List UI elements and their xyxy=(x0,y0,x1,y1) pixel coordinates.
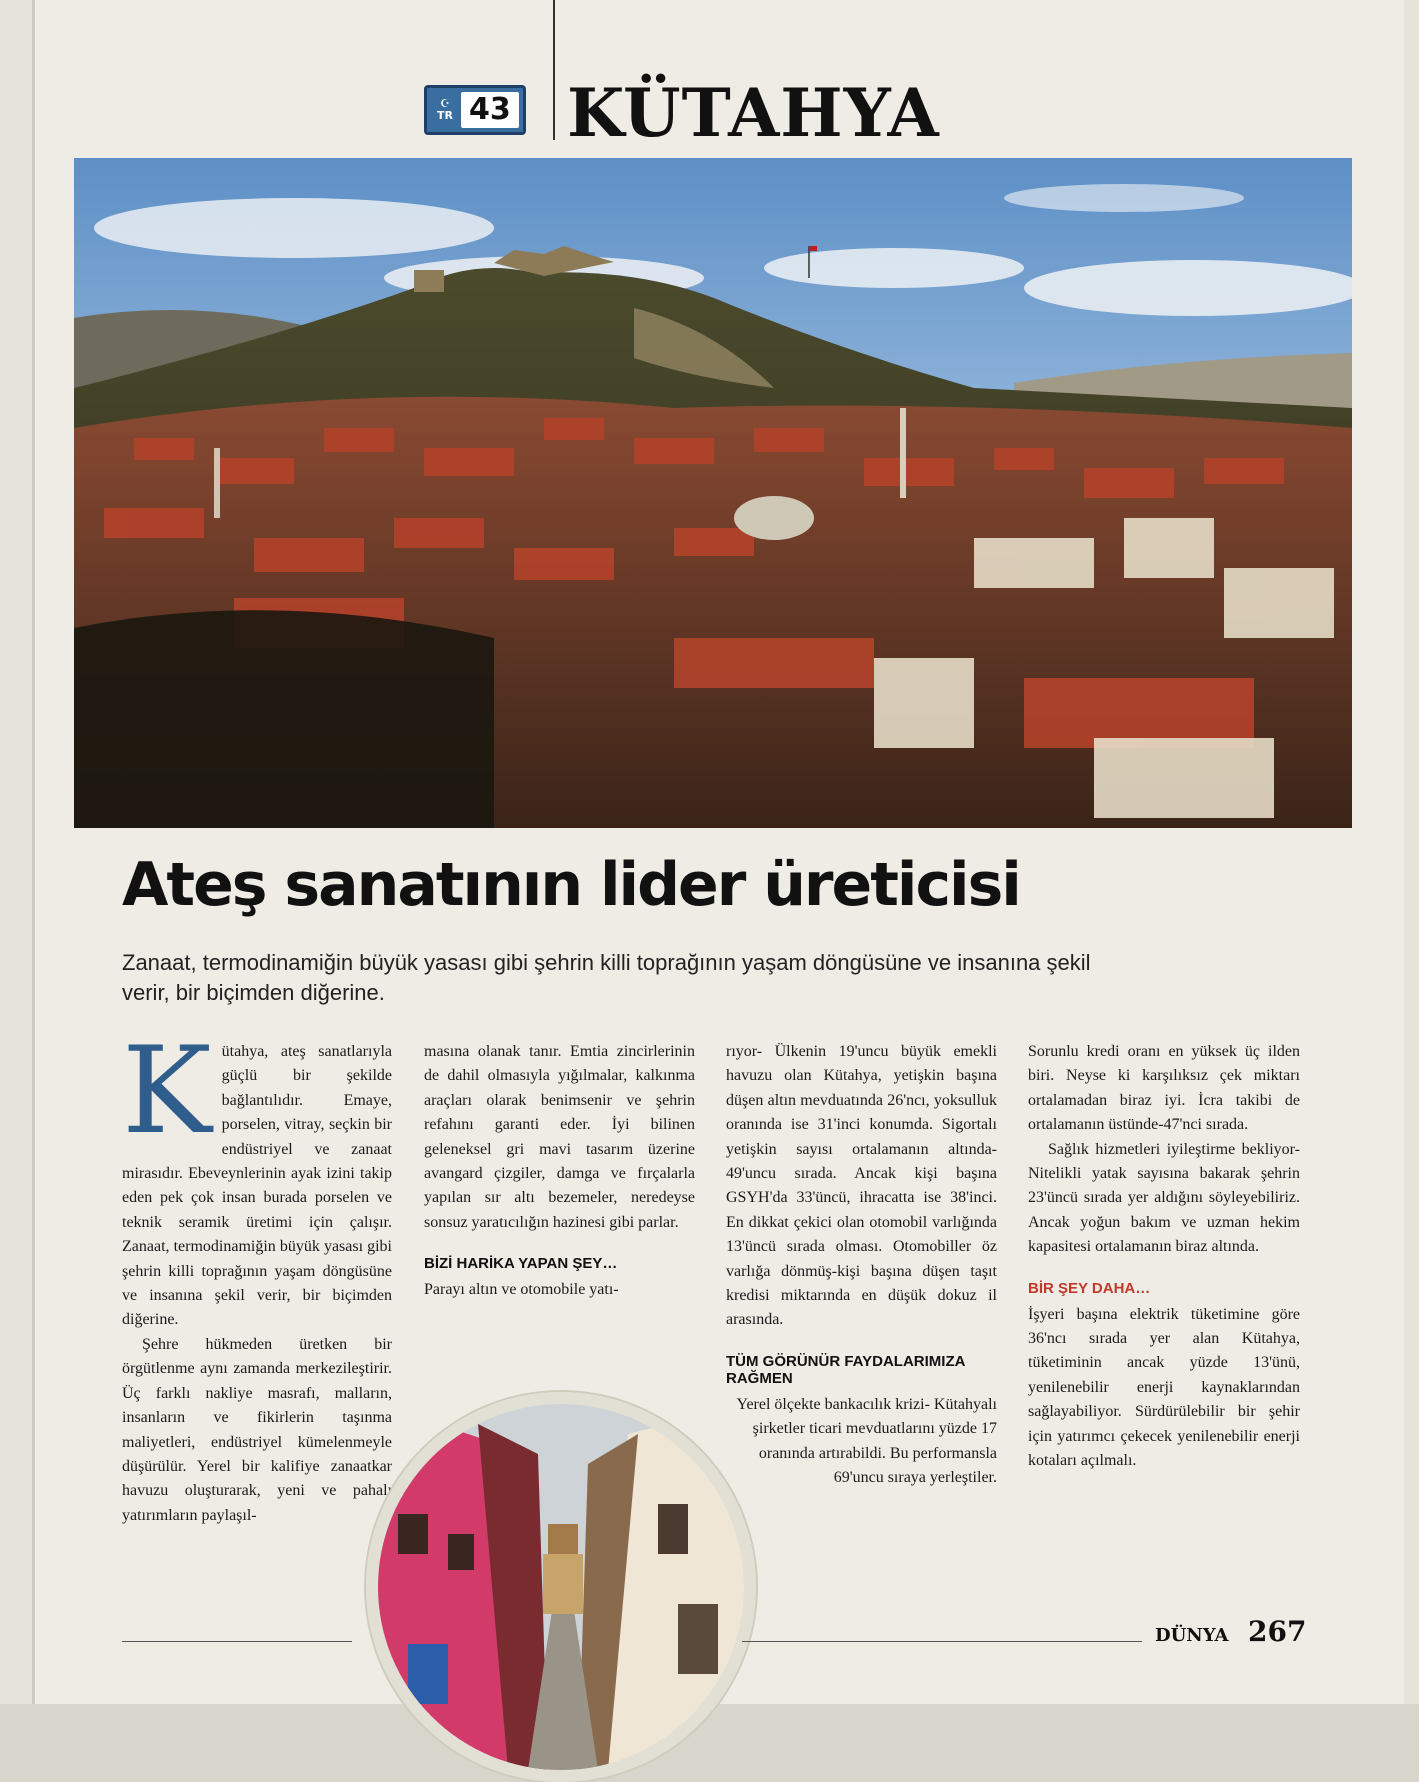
paragraph: Sorunlu kredi oranı en yüksek üç ilden biri. Neyse ki karşılıksız çek miktarı ortalamadan biraz iyi. İcra takibi de ortalamanın üstünde-47'nci sırada. xyxy=(1028,1043,1300,1134)
street-inset-photo xyxy=(366,1392,756,1782)
paragraph: Yerel ölçekte bankacılık krizi- Kütahyalı şirketler ticari mevduatlarını yüzde 17 oranında artırabildi. Bu performansla 69'uncu sıraya yerleştiler. xyxy=(736,1395,997,1487)
city-title: KÜTAHYA xyxy=(567,74,940,152)
paragraph: masına olanak tanır. Emtia zincirlerinin de dahil olmasıyla yığılmalar, kalkınma araçları olarak benimsenir ve şehrin refahını garanti eder. İyi bilinen geleneksel gri mavi tasarım üzerine avangard çizgiler, damga ve fırçalarla yapılan sır altı bezemeler, neredeyse sonsuz yaratıcılığın hazinesi gibi parlar. xyxy=(424,1043,695,1231)
magazine-brand: DÜNYA xyxy=(1155,1625,1229,1646)
plate-country: TR xyxy=(437,109,453,122)
footer-rule-right xyxy=(742,1641,1142,1642)
paragraph: Sağlık hizmetleri iyileştirme bekliyor- Nitelikli yatak sayısına bakarak şehrin 23'üncü sırada yer aldığını söyleyebiliriz. Ancak yoğun bakım ve uzman hekim kapasitesi ortalamanın biraz altında. xyxy=(1028,1140,1300,1256)
paragraph: Parayı altın ve otomobile yatı- xyxy=(424,1281,619,1299)
street-illustration xyxy=(378,1404,744,1770)
paragraph: Şehre hükmeden üretken bir örgütlenme aynı zamanda merkezileştirir. Üç farklı nakliye masrafı, malların, insanların ve fikirlerin taşınma maliyetleri, endüstriyel kümelenmeyle düşürülür. Yerel bir kalifiye zanaatkar havuzu oluşturarak, yeni ve pahalı yatırımların paylaşıl- xyxy=(122,1335,392,1524)
license-plate-badge xyxy=(424,85,526,135)
page-number: 267 xyxy=(1248,1615,1307,1648)
subheading: BİZİ HARİKA YAPAN ŞEY… xyxy=(424,1255,618,1273)
column-1 xyxy=(122,1022,392,1528)
paragraph-text: ütahya, ateş sanatlarıyla güçlü bir şekilde bağlantılıdır. Emaye, porselen, vitray, seçkin bir endüstriyel ve zanaat mirasıdır. Ebeveynlerinin ayak izini takip eden pek çok insan burada porselen ve teknik seramik üretimi için çalışır. Zanaat, termodinamiğin büyük yasası gibi şehrin killi toprağının yaşam döngüsüne ve insanına şekil verir, bir biçimden diğerine. xyxy=(122,1043,392,1329)
tr-flag-icon: ☪ TR xyxy=(437,97,453,122)
paragraph: rıyor- Ülkenin 19'uncu büyük emekli havuzu olan Kütahya, yetişkin başına düşen altın mevduatında 26'ncı, yoksulluk oranında ise 31'inci konumda. Sigortalı yetişkin sayısı ortalamanın altında-49'uncu sırada. Ancak kişi başına GSYH'da 33'üncü, ihracatta ise 38'inci. En dikkat çekici olan otomobil varlığında 13'üncü sırada olması. Otomobiller öz varlığa dönmüş-kişi başına düşen taşıt kredisi miktarında en düşük dokuz il arasında. xyxy=(726,1043,997,1329)
article-headline: Ateş sanatının lider üreticisi xyxy=(122,850,1020,920)
paragraph: İşyeri başına elektrik tüketimine göre 36'ncı sırada yer alan Kütahya, tüketiminin ancak yüzde 13'ünü, yenilenebilir enerji kaynaklarından sağlayabiliyor. Sürdürülebilir bir şehir için yatırımcı çekecek yenilenebilir enerji kotaları açılmalı. xyxy=(1028,1305,1300,1470)
cityscape-illustration xyxy=(74,158,1352,828)
dropcap: K xyxy=(122,1022,212,1161)
article-deck: Zanaat, termodinamiğin büyük yasası gibi şehrin killi toprağının yaşam döngüsüne ve insanına şekil verir, bir biçimden diğerine. xyxy=(122,950,1091,1005)
subheading: TÜM GÖRÜNÜR FAYDALARIMIZA RAĞMEN xyxy=(726,1352,965,1387)
subheading: BİR ŞEY DAHA… xyxy=(1028,1279,1151,1297)
column-4 xyxy=(1028,1040,1300,1474)
city-header xyxy=(424,80,526,140)
paragraph xyxy=(122,1022,392,1333)
column-3 xyxy=(726,1040,997,1491)
hero-cityscape-photo xyxy=(74,158,1352,828)
footer-rule-left xyxy=(122,1641,352,1642)
column-2 xyxy=(424,1040,695,1303)
plate-number: 43 xyxy=(461,92,519,128)
header-divider xyxy=(553,0,555,140)
